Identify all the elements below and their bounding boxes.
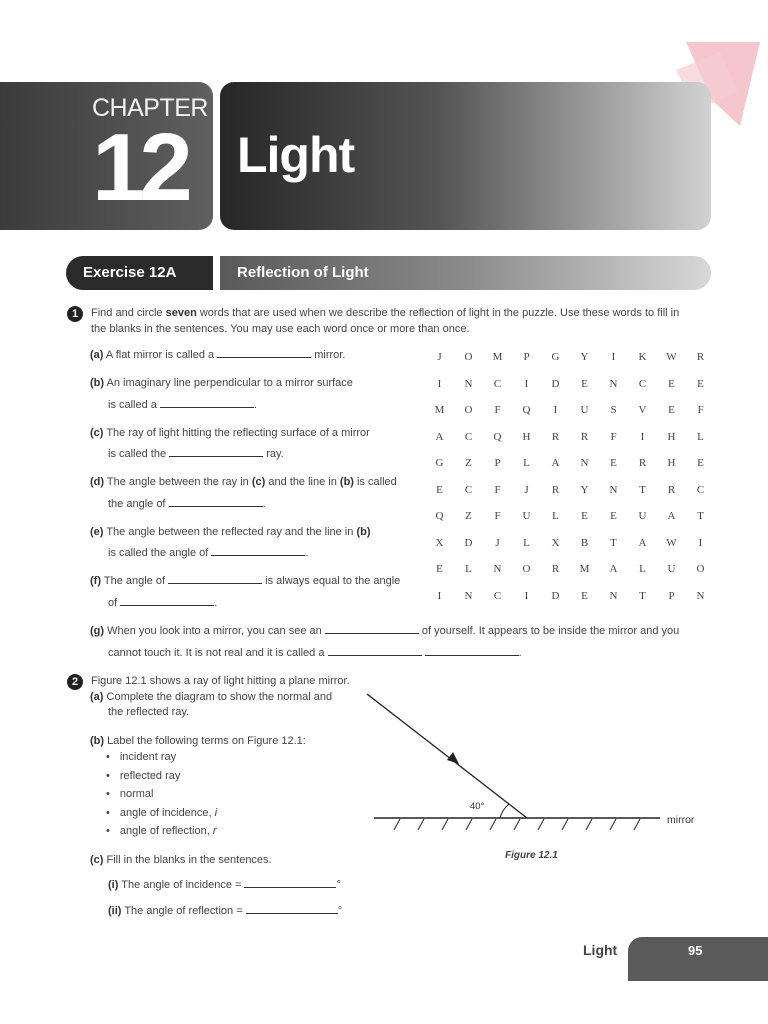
angle-label: 40° xyxy=(470,801,485,812)
question-number-1: 1 xyxy=(67,306,83,322)
puzzle-letter[interactable]: F xyxy=(494,510,501,523)
puzzle-letter[interactable]: A xyxy=(435,430,444,443)
puzzle-letter[interactable]: E xyxy=(697,457,704,470)
puzzle-letter[interactable]: W xyxy=(666,351,677,364)
puzzle-letter[interactable]: I xyxy=(437,589,442,602)
incident-ray xyxy=(367,694,527,818)
q1g-after: of yourself. It appears to be inside the mirror and you xyxy=(421,625,680,637)
q1-part-d-line2 xyxy=(108,496,266,512)
puzzle-letter[interactable]: C xyxy=(464,483,473,496)
puzzle-letter[interactable]: E xyxy=(668,377,675,390)
bullet-icon: • xyxy=(106,788,110,800)
q1d-ref-c: (c) xyxy=(251,476,266,488)
q2-part-a xyxy=(90,689,332,705)
puzzle-letter[interactable]: N xyxy=(493,563,502,576)
puzzle-letter[interactable]: A xyxy=(667,510,676,523)
puzzle-letter[interactable]: A xyxy=(638,536,647,549)
q1f-text: The angle of xyxy=(103,575,166,587)
q1c-line2: is called the xyxy=(108,448,167,460)
puzzle-letter[interactable]: L xyxy=(465,563,472,576)
puzzle-letter[interactable]: L xyxy=(523,536,530,549)
q1-part-e-line2 xyxy=(108,545,308,561)
q1-part-f-line2 xyxy=(108,595,217,611)
part-letter: (c) xyxy=(90,854,104,866)
q1c-end: ray. xyxy=(266,448,284,460)
q1e-ref-b: (b) xyxy=(356,526,371,538)
q2a-line2: the reflected ray. xyxy=(108,706,190,718)
puzzle-letter[interactable]: Q xyxy=(493,430,502,443)
puzzle-letter[interactable]: N xyxy=(609,589,618,602)
puzzle-letter[interactable]: N xyxy=(609,483,618,496)
q1c-text: The ray of light hitting the reflecting surface of a mirror xyxy=(106,427,370,439)
term-item xyxy=(106,749,217,768)
q1-intro xyxy=(91,305,711,337)
q1-part-c-line2 xyxy=(108,446,284,462)
puzzle-letter[interactable]: C xyxy=(493,377,502,390)
bullet-icon: • xyxy=(106,825,110,837)
puzzle-letter[interactable]: T xyxy=(639,589,646,602)
puzzle-letter[interactable]: L xyxy=(523,457,530,470)
puzzle-letter[interactable]: O xyxy=(464,404,473,417)
puzzle-letter[interactable]: E xyxy=(436,563,443,576)
part-letter: (e) xyxy=(90,526,104,538)
puzzle-letter[interactable]: I xyxy=(553,404,558,417)
puzzle-row xyxy=(425,477,715,504)
puzzle-row xyxy=(425,556,715,583)
puzzle-letter[interactable]: C xyxy=(464,430,473,443)
degree-unit: ° xyxy=(337,905,343,917)
answer-blank-2ci[interactable] xyxy=(244,877,336,888)
q1-part-c xyxy=(90,425,370,441)
term-text: incident ray xyxy=(119,751,177,763)
puzzle-letter[interactable]: T xyxy=(610,536,617,549)
bullet-icon: • xyxy=(106,751,110,763)
puzzle-letter[interactable]: R xyxy=(551,430,560,443)
puzzle-letter[interactable]: M xyxy=(434,404,445,417)
q1-part-g-line2 xyxy=(108,645,522,661)
puzzle-letter[interactable]: W xyxy=(666,536,677,549)
puzzle-letter[interactable]: H xyxy=(667,430,676,443)
puzzle-letter[interactable]: E xyxy=(610,510,617,523)
q2ci-text: The angle of incidence = xyxy=(121,879,242,891)
puzzle-letter[interactable]: J xyxy=(495,536,500,549)
part-letter: (i) xyxy=(108,879,119,891)
puzzle-letter[interactable]: F xyxy=(610,430,617,443)
term-text: angle of reflection, xyxy=(119,825,213,837)
q1-part-d xyxy=(90,474,397,490)
term-text: reflected ray xyxy=(119,769,181,782)
term-text: angle of incidence, xyxy=(119,806,215,819)
part-letter: (f) xyxy=(90,575,101,587)
term-item xyxy=(106,786,217,805)
q2-part-c-i xyxy=(108,877,341,893)
puzzle-letter[interactable]: U xyxy=(522,510,531,523)
puzzle-letter[interactable]: Z xyxy=(465,457,472,470)
answer-blank-1c[interactable] xyxy=(169,446,263,457)
term-item xyxy=(106,823,217,842)
puzzle-letter[interactable]: R xyxy=(580,430,589,443)
q1d-line2: the angle of xyxy=(108,498,166,510)
term-item xyxy=(106,805,217,824)
puzzle-letter[interactable]: C xyxy=(696,483,705,496)
q1-part-b xyxy=(90,375,353,391)
q2c-text: Fill in the blanks in the sentences. xyxy=(106,854,272,866)
puzzle-letter[interactable]: I xyxy=(611,351,616,364)
puzzle-letter[interactable]: N xyxy=(464,589,473,602)
q1g-end: . xyxy=(518,647,522,659)
mirror-hatching xyxy=(394,819,640,830)
puzzle-letter[interactable]: I xyxy=(698,536,703,549)
mirror-label: mirror xyxy=(667,814,695,826)
puzzle-letter[interactable]: P xyxy=(668,589,675,602)
q1-intro-text: Find and circle xyxy=(91,307,166,319)
chapter-title: Light xyxy=(237,127,355,183)
puzzle-row xyxy=(425,424,715,451)
q1f-after: is always equal to the angle xyxy=(265,575,401,587)
puzzle-letter[interactable]: I xyxy=(640,430,645,443)
puzzle-letter[interactable]: I xyxy=(437,377,442,390)
puzzle-letter[interactable]: O xyxy=(696,563,705,576)
q1d-text-2: and the line in xyxy=(265,476,340,488)
puzzle-letter[interactable]: R xyxy=(551,483,560,496)
q1e-text: The angle between the reflected ray and the line in xyxy=(106,526,357,538)
q2-part-c-ii xyxy=(108,903,342,919)
chapter-label: CHAPTER xyxy=(92,94,208,122)
q1g-line2: cannot touch it. It is not real and it is called a xyxy=(108,647,325,659)
term-symbol: i xyxy=(214,806,218,819)
puzzle-letter[interactable]: F xyxy=(494,483,501,496)
q1b-end: . xyxy=(253,399,258,411)
puzzle-letter[interactable]: R xyxy=(638,457,647,470)
puzzle-letter[interactable]: U xyxy=(638,510,647,523)
puzzle-letter[interactable]: Y xyxy=(580,483,589,496)
puzzle-letter[interactable]: N xyxy=(580,457,589,470)
q1b-text: An imaginary line perpendicular to a mirror surface xyxy=(106,377,353,389)
chapter-number: 12 xyxy=(92,114,187,221)
q1a-text: A flat mirror is called a xyxy=(105,349,215,361)
q1-part-a xyxy=(90,347,345,363)
q1-intro-bold: seven xyxy=(165,307,197,319)
answer-blank-1d[interactable] xyxy=(169,496,263,507)
puzzle-letter[interactable]: H xyxy=(522,430,531,443)
puzzle-row xyxy=(425,503,715,530)
puzzle-letter[interactable]: E xyxy=(436,483,443,496)
q1d-ref-b: (b) xyxy=(339,476,354,488)
puzzle-letter[interactable]: P xyxy=(494,457,501,470)
puzzle-letter[interactable]: M xyxy=(492,351,503,364)
q1d-text: The angle between the ray in xyxy=(106,476,252,488)
q1-part-e xyxy=(90,524,370,540)
puzzle-letter[interactable]: Q xyxy=(435,510,444,523)
puzzle-letter[interactable]: M xyxy=(579,563,590,576)
puzzle-letter[interactable]: E xyxy=(668,404,675,417)
puzzle-letter[interactable]: L xyxy=(697,430,704,443)
puzzle-letter[interactable]: I xyxy=(524,589,529,602)
puzzle-letter[interactable]: L xyxy=(552,510,559,523)
puzzle-letter[interactable]: E xyxy=(581,589,588,602)
puzzle-row xyxy=(425,450,715,477)
puzzle-letter[interactable]: E xyxy=(610,457,617,470)
puzzle-letter[interactable]: A xyxy=(551,457,560,470)
q1b-line2: is called a xyxy=(108,399,157,411)
q2a-text: Complete the diagram to show the normal and xyxy=(106,691,333,703)
q2b-text: Label the following terms on Figure 12.1: xyxy=(107,735,306,747)
section-title: Reflection of Light xyxy=(237,264,369,281)
q1-part-b-line2 xyxy=(108,397,257,413)
answer-blank-1g-2[interactable] xyxy=(328,645,422,656)
part-letter: (ii) xyxy=(108,905,122,917)
puzzle-letter[interactable]: E xyxy=(697,377,704,390)
part-letter: (b) xyxy=(90,735,105,747)
bullet-icon: • xyxy=(106,806,110,819)
puzzle-letter[interactable]: Z xyxy=(465,510,472,523)
puzzle-letter[interactable]: A xyxy=(609,563,618,576)
puzzle-letter[interactable]: R xyxy=(696,351,705,364)
puzzle-letter[interactable]: T xyxy=(639,483,646,496)
term-item xyxy=(106,768,217,787)
puzzle-letter[interactable]: C xyxy=(493,589,502,602)
puzzle-letter[interactable]: X xyxy=(551,536,560,549)
word-search-puzzle xyxy=(425,344,715,609)
q2-part-c xyxy=(90,852,272,868)
puzzle-letter[interactable]: T xyxy=(697,510,704,523)
bullet-icon: • xyxy=(106,769,110,782)
degree-unit: ° xyxy=(336,879,341,891)
puzzle-letter[interactable]: G xyxy=(435,457,444,470)
puzzle-letter[interactable]: J xyxy=(437,351,442,364)
terms-list xyxy=(106,749,217,842)
q1e-line2: is called the angle of xyxy=(108,547,209,559)
puzzle-letter[interactable]: X xyxy=(435,536,444,549)
puzzle-letter[interactable]: R xyxy=(551,563,560,576)
puzzle-row xyxy=(425,530,715,557)
term-text: normal xyxy=(119,788,154,800)
puzzle-letter[interactable]: J xyxy=(524,483,529,496)
answer-blank-1e[interactable] xyxy=(211,545,305,556)
question-number-2: 2 xyxy=(67,674,83,690)
puzzle-letter[interactable]: H xyxy=(667,457,676,470)
puzzle-row xyxy=(425,344,715,371)
q1a-after: mirror. xyxy=(314,349,346,361)
puzzle-letter[interactable]: S xyxy=(610,404,617,417)
puzzle-letter[interactable]: F xyxy=(494,404,501,417)
puzzle-letter[interactable]: E xyxy=(581,510,588,523)
q2-intro: Figure 12.1 shows a ray of light hitting a plane mirror. xyxy=(91,675,350,687)
q1-intro-text-2: words that are used when we describe the reflection of light in the puzzle. Use these words to fill in xyxy=(196,307,680,319)
puzzle-letter[interactable]: Q xyxy=(522,404,531,417)
figure-caption: Figure 12.1 xyxy=(505,850,558,861)
puzzle-letter[interactable]: U xyxy=(667,563,676,576)
answer-blank-1f-1[interactable] xyxy=(168,573,262,584)
q1e-end: . xyxy=(305,547,309,559)
q1-part-f xyxy=(90,573,400,589)
q1g-text: When you look into a mirror, you can see an xyxy=(107,625,322,637)
puzzle-letter[interactable]: I xyxy=(524,377,529,390)
q1d-text-3: is called xyxy=(353,476,397,488)
puzzle-letter[interactable]: D xyxy=(551,589,560,602)
puzzle-letter[interactable]: N xyxy=(609,377,618,390)
q1f-line2: of xyxy=(108,597,118,609)
exercise-label: Exercise 12A xyxy=(83,264,177,281)
puzzle-letter[interactable]: Y xyxy=(580,351,589,364)
part-letter: (d) xyxy=(90,476,105,488)
q2cii-text: The angle of reflection = xyxy=(124,905,243,917)
answer-blank-2cii[interactable] xyxy=(246,903,338,914)
puzzle-letter[interactable]: K xyxy=(638,351,647,364)
ray-arrow-icon xyxy=(447,752,459,764)
angle-arc xyxy=(500,804,509,818)
q1-intro-line2: the blanks in the sentences. You may use each word once or more than once. xyxy=(91,323,470,335)
puzzle-letter[interactable]: F xyxy=(697,404,704,417)
answer-blank-1g-3[interactable] xyxy=(425,645,519,656)
answer-blank-1a[interactable] xyxy=(217,347,311,358)
puzzle-letter[interactable]: D xyxy=(551,377,560,390)
puzzle-letter[interactable]: P xyxy=(523,351,530,364)
term-symbol: r xyxy=(212,825,217,837)
footer-chapter-title: Light xyxy=(583,942,618,958)
answer-blank-1b[interactable] xyxy=(160,397,254,408)
puzzle-row xyxy=(425,397,715,424)
puzzle-letter[interactable]: V xyxy=(638,404,647,417)
part-letter: (a) xyxy=(90,349,104,361)
puzzle-letter[interactable]: E xyxy=(581,377,588,390)
puzzle-letter[interactable]: G xyxy=(551,351,560,364)
part-letter: (a) xyxy=(90,691,104,703)
part-letter: (b) xyxy=(90,377,105,389)
puzzle-letter[interactable]: C xyxy=(638,377,647,390)
q2-part-b xyxy=(90,733,306,749)
puzzle-letter[interactable]: U xyxy=(580,404,589,417)
puzzle-letter[interactable]: L xyxy=(639,563,646,576)
answer-blank-1g-1[interactable] xyxy=(325,623,419,634)
q1d-end: . xyxy=(262,498,266,510)
answer-blank-1f-2[interactable] xyxy=(120,595,214,606)
puzzle-letter[interactable]: N xyxy=(696,589,705,602)
puzzle-letter[interactable]: D xyxy=(464,536,473,549)
figure-12-1-diagram xyxy=(360,690,720,840)
part-letter: (g) xyxy=(90,625,105,637)
q1-part-g xyxy=(90,623,715,639)
page-number: 95 xyxy=(688,943,703,958)
puzzle-letter[interactable]: B xyxy=(580,536,589,549)
puzzle-letter[interactable]: N xyxy=(464,377,473,390)
part-letter: (c) xyxy=(90,427,104,439)
q1f-end: . xyxy=(214,597,218,609)
puzzle-letter[interactable]: O xyxy=(464,351,473,364)
puzzle-letter[interactable]: O xyxy=(522,563,531,576)
puzzle-row xyxy=(425,371,715,398)
puzzle-letter[interactable]: R xyxy=(667,483,676,496)
puzzle-row xyxy=(425,583,715,610)
